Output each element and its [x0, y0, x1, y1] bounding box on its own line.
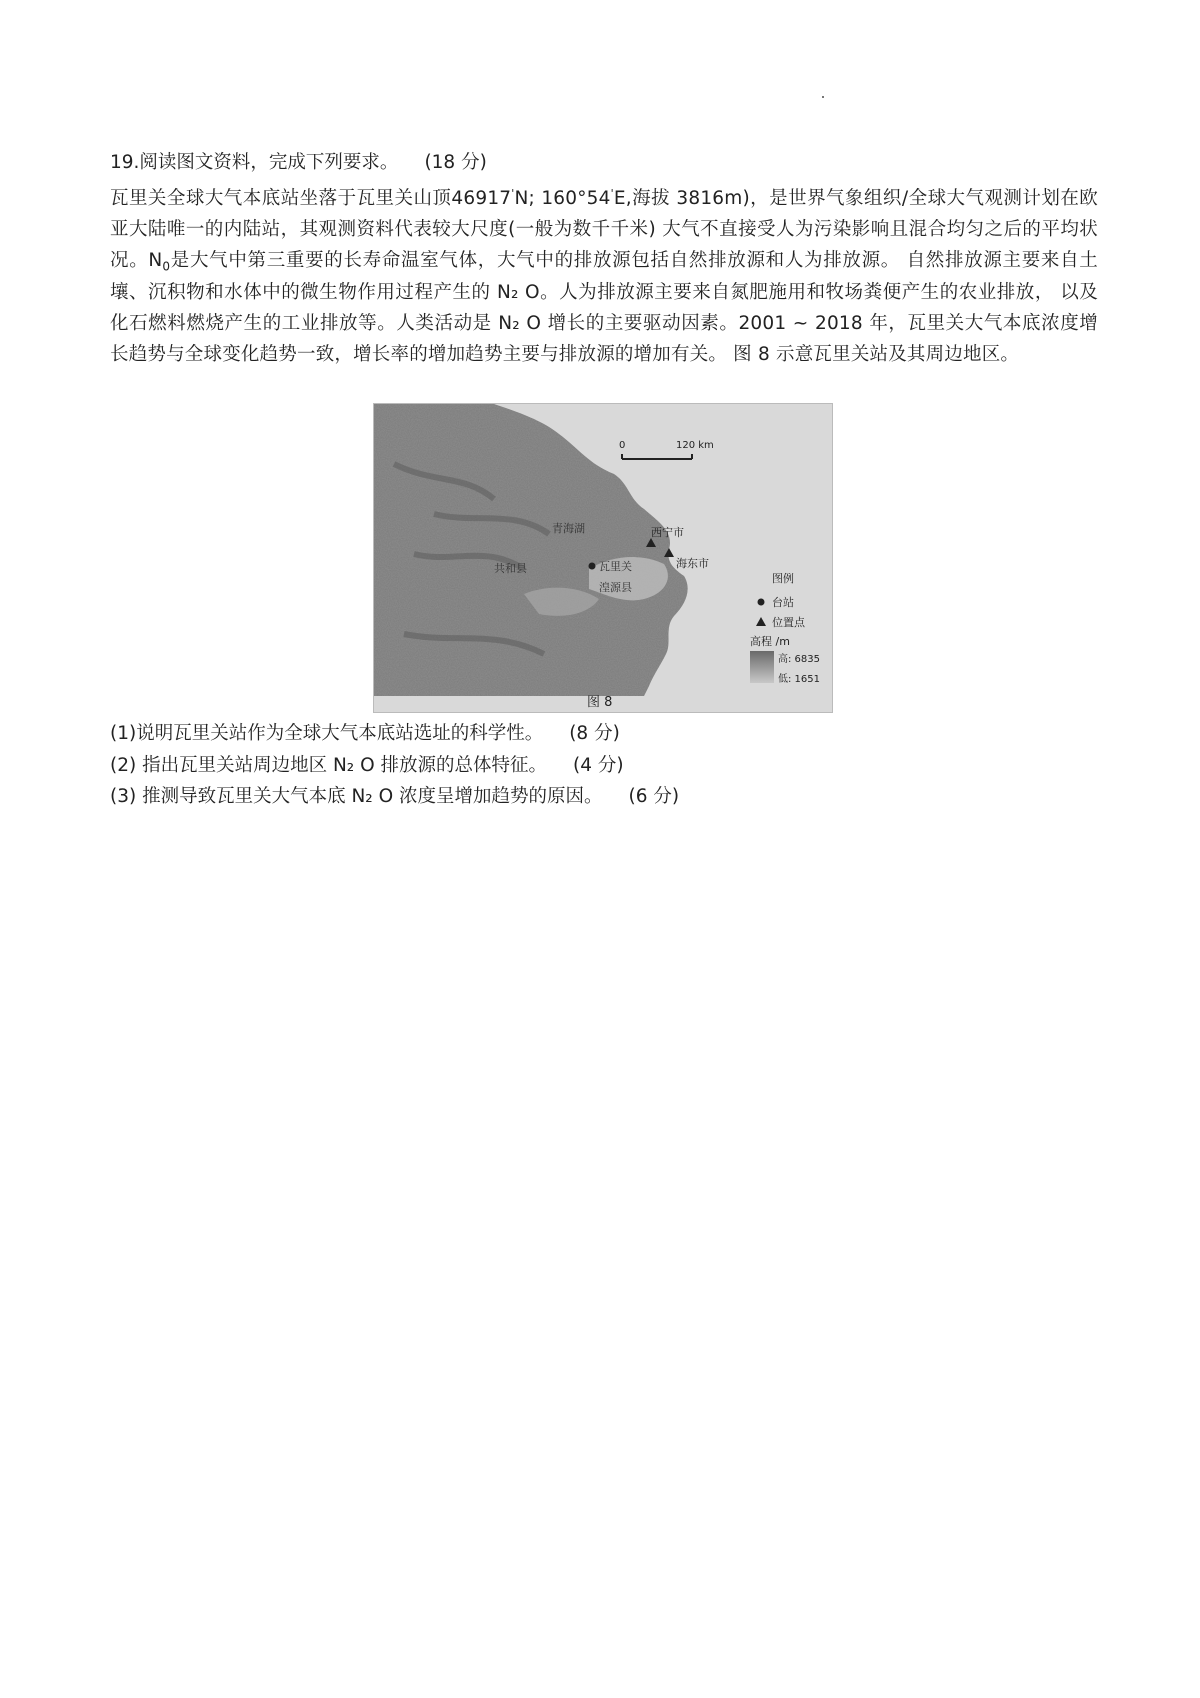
sub-question-2-text: (2) 指出瓦里关站周边地区 N₂ O 排放源的总体特征。: [110, 754, 548, 776]
question-score: (18 分): [424, 152, 487, 173]
scale-start: 0: [619, 440, 626, 451]
para-part-4: 是大气中第三重要的长寿命温室气体，大气中的排放源包括自然排放源和人为排放源。 自然排放源主要来自土壤、沉积物和水体中的微生物作用过程产生的 N₂ O。人为排放源主要来自氮肥施用和牧场粪便产生的农业排放， 以及化石燃料燃烧产生的工业排放等。人类活动是 N₂ O 增长的主要驱动因素。2001 ~ 2018 年，瓦里关大气本底浓度增长趋势与全球变化趋势一致，增长率的增加趋势主要与排放源的增加有关。 图 8 示意瓦里关站及其周边地区。: [110, 250, 1098, 366]
label-lake: 青海湖: [552, 522, 585, 535]
sub-question-3-text: (3) 推测导致瓦里关大气本底 N₂ O 浓度呈增加趋势的原因。: [110, 786, 603, 807]
prime-mark-2: ': [610, 186, 614, 200]
subscript: 0: [162, 260, 171, 275]
sub-questions: [110, 718, 679, 813]
sub-question-3-points: (6 分): [628, 786, 680, 807]
para-part-2: N; 160°54: [514, 188, 611, 209]
sub-question-2: [110, 750, 679, 782]
map-svg: [374, 404, 832, 712]
sub-question-2-points: (4 分): [573, 754, 624, 776]
legend-station-icon: [758, 599, 765, 606]
sub-question-1: [110, 718, 679, 750]
legend-elevation-title: 高程 /m: [750, 635, 790, 648]
question-paragraph: [110, 183, 1098, 370]
label-xining: 西宁市: [651, 526, 684, 539]
scale-end: 120 km: [676, 440, 714, 451]
legend-station: 台站: [772, 596, 794, 609]
scan-speck: [822, 96, 824, 98]
para-part-3: E,海拔 3816m)，是世界气象组织/全球大气观测计划在欧亚大陆唯一的内陆站，其观测资料代表较大尺度(一般为数千千米) 大气不直接受人为污染影响且混合均匀之后的平均状况。N: [110, 188, 1098, 272]
sub-question-1-points: (8 分): [569, 723, 620, 744]
legend-high: 高: 6835: [778, 654, 820, 665]
sub-question-1-text: (1)说明瓦里关站作为全球大气本底站选址的科学性。: [110, 723, 544, 744]
label-gonghe: 共和县: [494, 562, 527, 575]
question-title: [110, 150, 487, 176]
para-part-1: 瓦里关全球大气本底站坐落于瓦里关山顶46917: [110, 188, 512, 209]
prime-mark-1: ': [511, 186, 515, 200]
figure-8-map: [373, 403, 833, 713]
label-waliguan: 瓦里关: [599, 560, 632, 573]
legend-elevation-ramp: [750, 651, 774, 683]
label-haidong: 海东市: [676, 557, 709, 570]
figure-caption: 图 8: [587, 695, 613, 710]
station-dot-waliguan: [589, 563, 596, 570]
legend-location: 位置点: [772, 616, 805, 629]
question-title-text: 19.阅读图文资料，完成下列要求。: [110, 152, 399, 173]
legend-low: 低: 1651: [778, 674, 820, 685]
label-huangyuan: 湟源县: [599, 581, 632, 594]
legend-title: 图例: [772, 572, 794, 585]
sub-question-3: [110, 781, 679, 813]
